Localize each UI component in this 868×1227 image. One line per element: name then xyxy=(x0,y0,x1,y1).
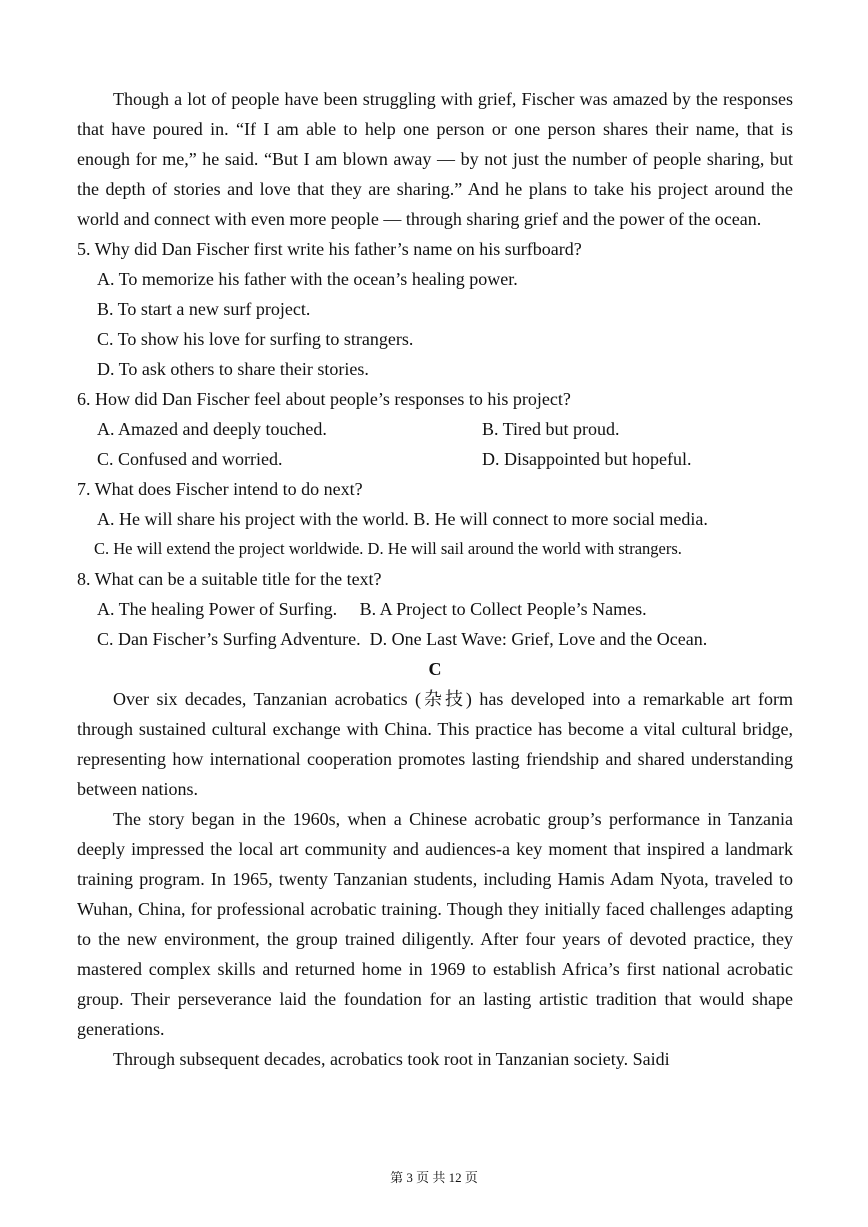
option-row xyxy=(97,444,793,474)
passage-c-paragraph-2: The story began in the 1960s, when a Chinese acrobatic group’s performance in Tanzania deeply impressed the local art community and audiences-a key moment that inspired a landmark training program. In 1965, twenty Tanzanian students, including Hamis Adam Nyota, traveled to Wuhan, China, for professional acrobatic training. Though they initially faced challenges adapting to the new environment, the group trained diligently. After four years of devoted practice, they mastered complex skills and returned home in 1969 to establish Africa’s first national acrobatic group. Their perseverance laid the foundation for an lasting artistic tradition that would shape generations. xyxy=(77,809,793,1039)
question-stem: 8. What can be a suitable title for the text? xyxy=(77,569,382,589)
option-a: A. To memorize his father with the ocean’s healing power. xyxy=(97,269,518,289)
option-c: C. Confused and worried. xyxy=(97,449,283,469)
option-line-ab: A. The healing Power of Surfing. B. A Project to Collect People’s Names. xyxy=(97,599,647,619)
question-7 xyxy=(77,474,793,564)
question-8 xyxy=(77,564,793,654)
passage-b-final-paragraph: Though a lot of people have been struggling with grief, Fischer was amazed by the responses that have poured in. “If I am able to help one person or one person shares their name, that is enough for me,” he said. “But I am blown away — by not just the number of people sharing, but the depth of stories and love that they are sharing.” And he plans to take his project around the world and connect with even more people — through sharing grief and the power of the ocean. xyxy=(77,89,793,229)
option-line-cd: C. He will extend the project worldwide. D. He will sail around the world with strangers. xyxy=(94,539,682,558)
question-stem: 5. Why did Dan Fischer first write his father’s name on his surfboard? xyxy=(77,239,582,259)
section-heading: C xyxy=(428,659,442,679)
option-row xyxy=(97,414,793,444)
option-d: D. To ask others to share their stories. xyxy=(97,359,369,379)
option-b: B. To start a new surf project. xyxy=(97,299,311,319)
question-stem: 7. What does Fischer intend to do next? xyxy=(77,479,363,499)
page-number-footer: 第 3 页 共 12 页 xyxy=(390,1170,478,1185)
option-line-ab: A. He will share his project with the world. B. He will connect to more social media. xyxy=(97,509,708,529)
passage-c-paragraph-1: Over six decades, Tanzanian acrobatics (杂技) has developed into a remarkable art form through sustained cultural exchange with China. This practice has become a vital cultural bridge, representing how international cooperation promotes lasting friendship and shared understanding between nations. xyxy=(77,689,793,799)
question-stem: 6. How did Dan Fischer feel about people’s responses to his project? xyxy=(77,389,571,409)
option-c: C. To show his love for surfing to strangers. xyxy=(97,329,414,349)
option-line-cd: C. Dan Fischer’s Surfing Adventure. D. One Last Wave: Grief, Love and the Ocean. xyxy=(97,629,708,649)
page-content xyxy=(77,84,793,1074)
question-6 xyxy=(77,384,793,474)
passage-c-paragraph-3: Through subsequent decades, acrobatics took root in Tanzanian society. Saidi xyxy=(113,1049,670,1069)
question-5 xyxy=(77,234,793,384)
option-d: D. Disappointed but hopeful. xyxy=(482,449,692,469)
option-a: A. Amazed and deeply touched. xyxy=(97,419,327,439)
option-b: B. Tired but proud. xyxy=(482,419,620,439)
